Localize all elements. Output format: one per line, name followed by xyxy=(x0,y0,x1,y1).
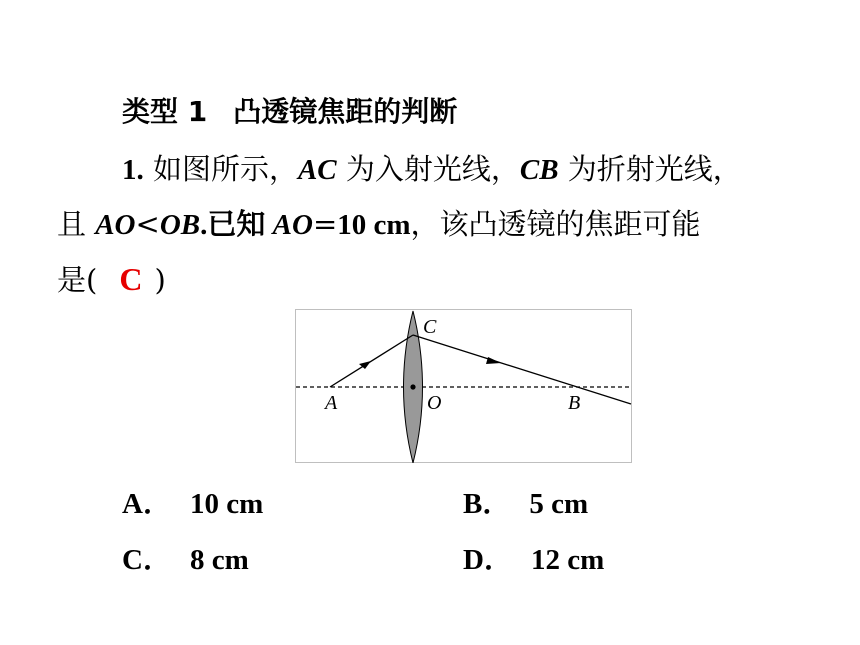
question-text: 为折射光线， xyxy=(558,152,742,186)
option-value: 5 cm xyxy=(529,488,589,520)
option-c[interactable] xyxy=(122,537,249,578)
answer-letter: C xyxy=(119,261,143,297)
ray-ac: AC xyxy=(297,154,337,186)
option-letter: B． xyxy=(463,488,512,520)
question-number: 1. xyxy=(122,154,144,186)
question-text: ，该凸透镜的焦距可能 xyxy=(410,207,701,241)
question-text: 如图所示， xyxy=(143,152,298,186)
equals-sign: = xyxy=(312,207,338,241)
option-letter: C． xyxy=(122,544,172,576)
less-than-sign: < xyxy=(135,207,160,241)
distance-value: 10 cm xyxy=(337,209,411,241)
segment-ao: AO xyxy=(272,209,313,241)
question-line-3 xyxy=(57,258,166,299)
type-label: 类型 1 xyxy=(122,95,208,128)
question-text: 且 xyxy=(57,207,96,241)
question-text: ) xyxy=(154,263,166,297)
question-line-2 xyxy=(57,202,701,243)
option-a[interactable] xyxy=(122,481,263,522)
segment-ob: OB xyxy=(159,209,201,241)
lens-diagram xyxy=(295,309,632,463)
label-b: B xyxy=(568,392,581,414)
option-value: 10 cm xyxy=(189,488,264,520)
question-text: 是( xyxy=(57,263,98,297)
question-line-1 xyxy=(122,147,742,188)
label-c: C xyxy=(423,316,437,338)
ray-cb: CB xyxy=(519,154,559,186)
option-b[interactable] xyxy=(463,481,588,522)
question-text: 为入射光线， xyxy=(336,152,520,186)
figure-frame xyxy=(296,310,632,463)
option-letter: A． xyxy=(122,488,172,520)
option-letter: D． xyxy=(463,544,513,576)
optical-center-dot xyxy=(410,384,415,389)
option-d[interactable] xyxy=(463,537,604,578)
option-value: 12 cm xyxy=(530,544,605,576)
question-text: .已知 xyxy=(200,209,273,241)
section-heading xyxy=(122,90,457,130)
section-title: 凸透镜焦距的判断 xyxy=(233,95,458,128)
segment-ao: AO xyxy=(95,209,136,241)
label-a: A xyxy=(325,392,338,414)
option-value: 8 cm xyxy=(189,544,249,576)
label-o: O xyxy=(427,392,442,414)
